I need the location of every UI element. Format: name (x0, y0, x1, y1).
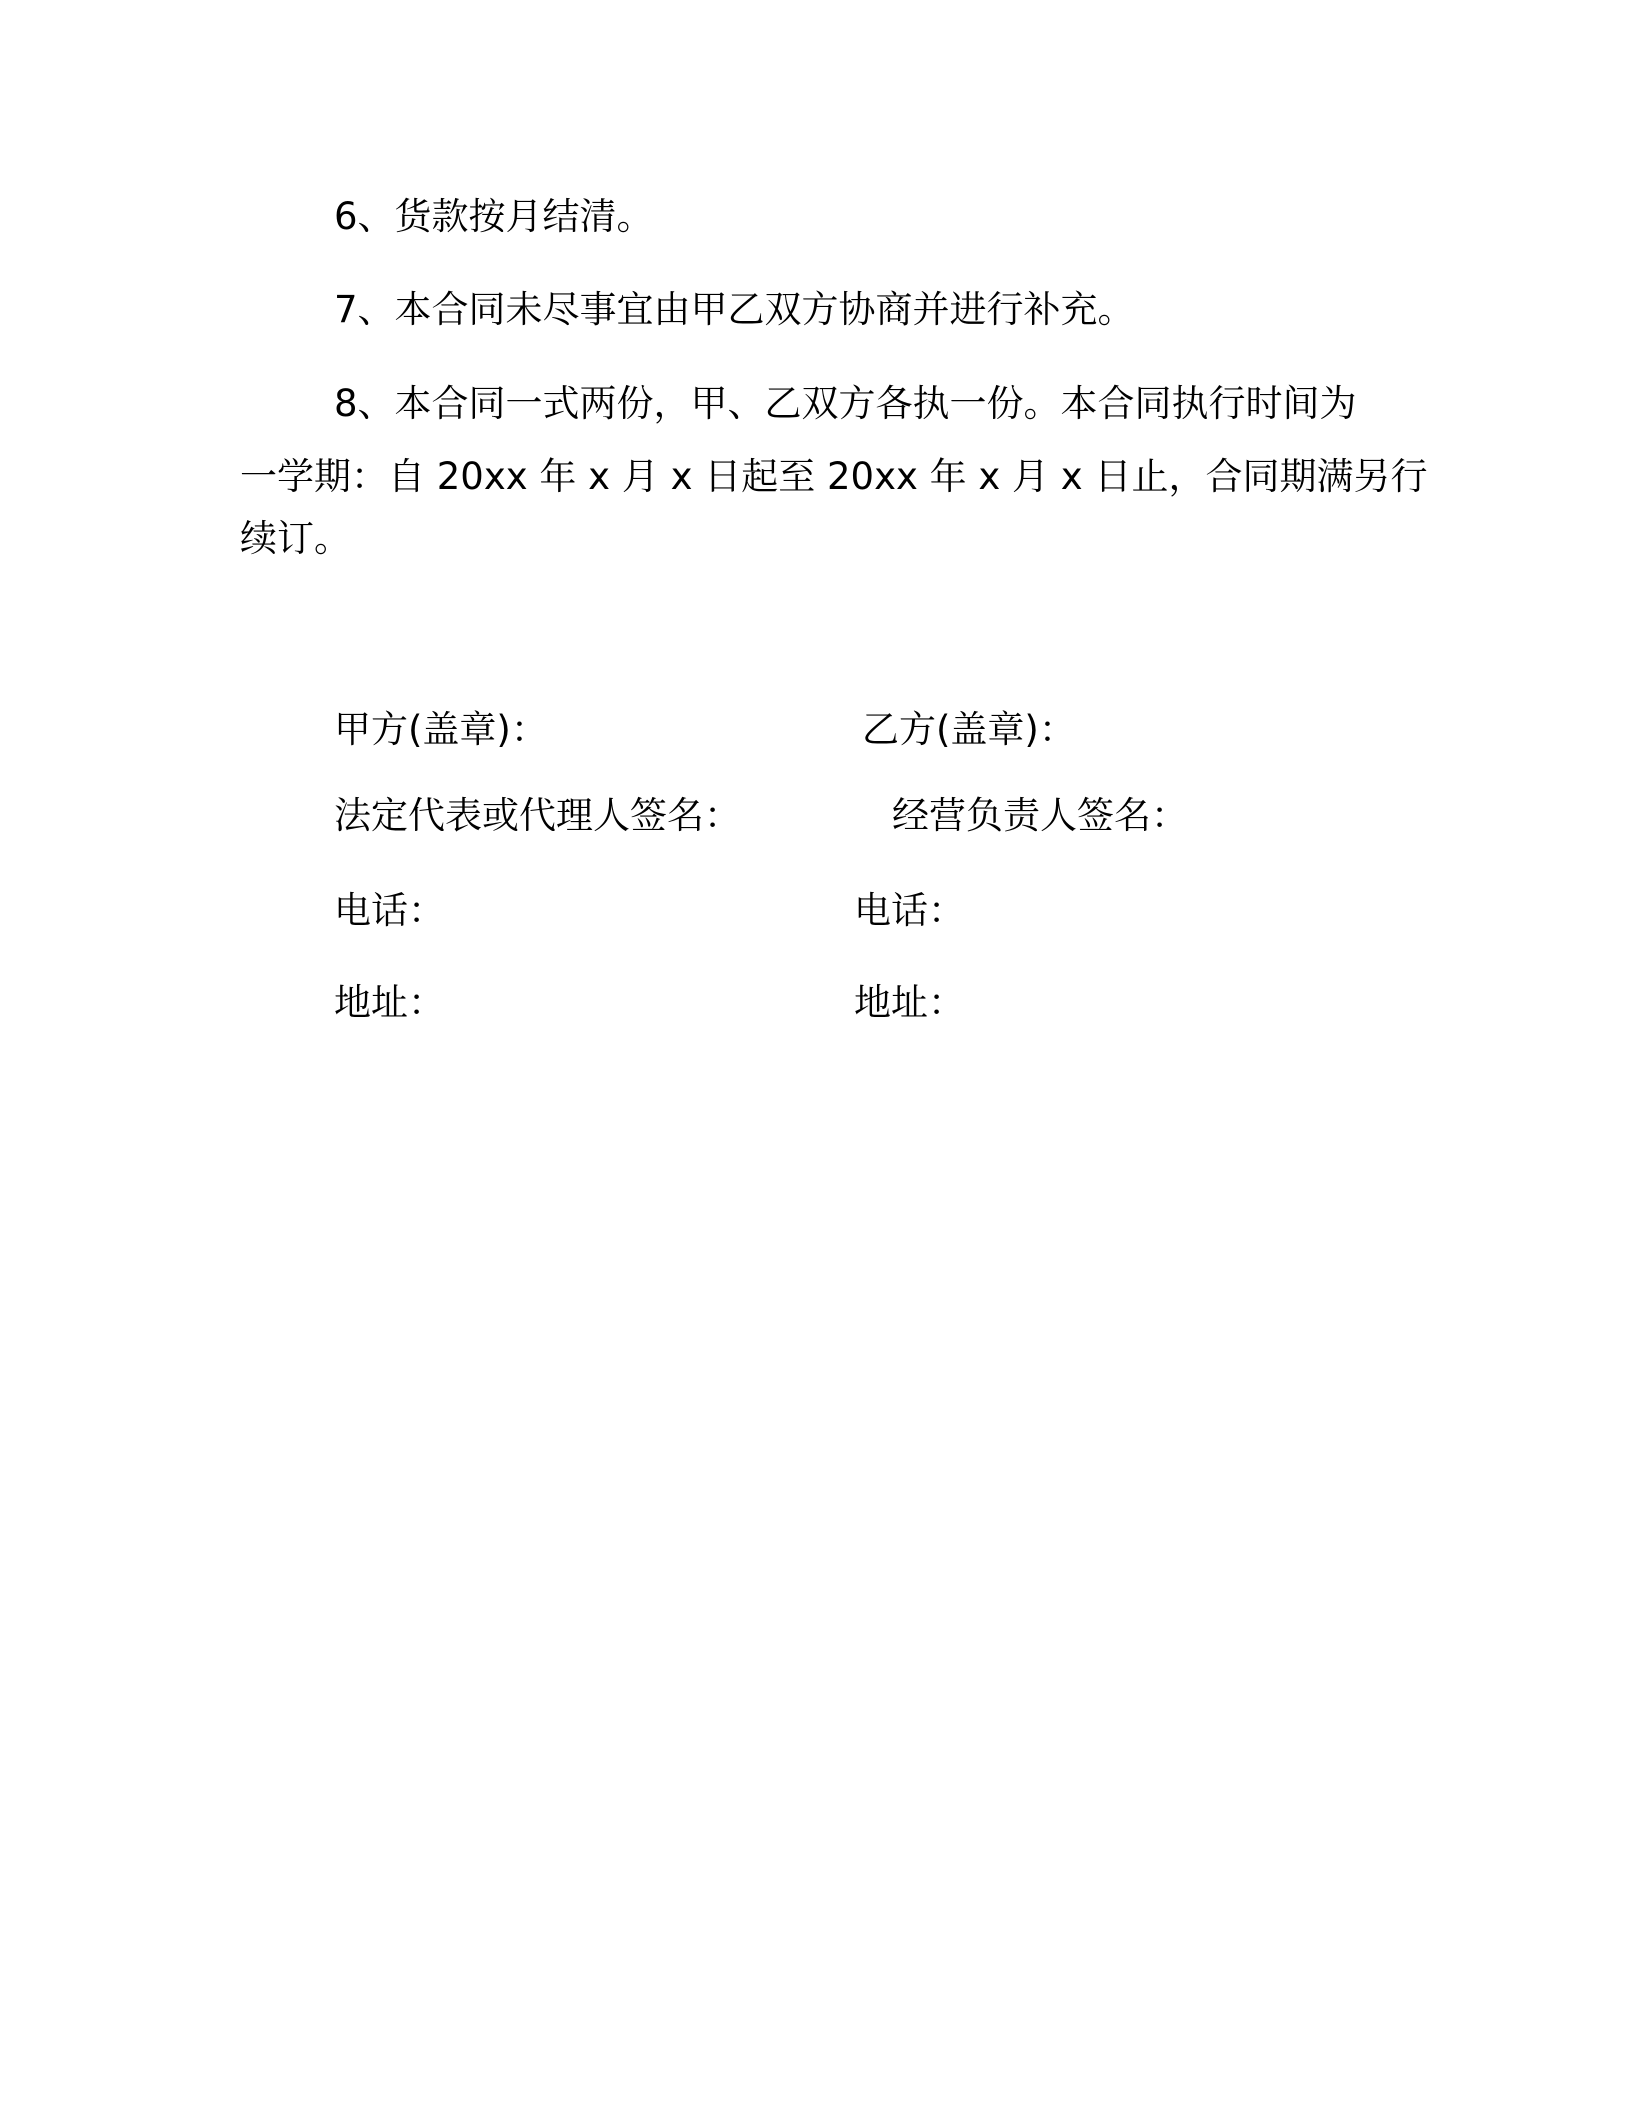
party-b-seal-label: 乙方(盖章)： (862, 708, 1076, 751)
clause-8-line-2: 一学期：自 20xx 年 x 月 x 日起至 20xx 年 x 月 x 日止，合同期满另行 (240, 455, 1428, 498)
party-b-signer-label: 经营负责人签名： (892, 794, 1188, 837)
party-a-address-label: 地址： (334, 981, 445, 1024)
party-b-phone-label: 电话： (854, 889, 965, 932)
party-b-address-label: 地址： (854, 981, 965, 1024)
clause-6: 6、货款按月结清。 (334, 195, 654, 238)
clause-7: 7、本合同未尽事宜由甲乙双方协商并进行补充。 (334, 288, 1135, 331)
party-a-phone-label: 电话： (334, 889, 445, 932)
party-a-signer-label: 法定代表或代理人签名： (334, 794, 741, 837)
party-a-seal-label: 甲方(盖章)： (334, 708, 548, 751)
clause-8-line-1: 8、本合同一式两份，甲、乙双方各执一份。本合同执行时间为 (334, 382, 1357, 425)
clause-8-line-3: 续订。 (240, 517, 351, 560)
